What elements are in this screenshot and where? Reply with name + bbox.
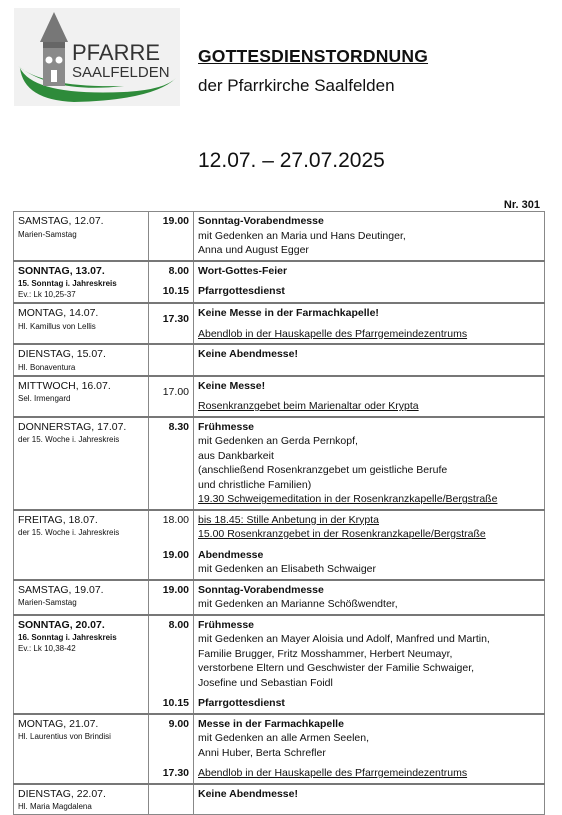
time-block — [153, 696, 189, 711]
page-subtitle: der Pfarrkirche Saalfelden — [198, 76, 395, 95]
day-note: Ev.: Lk 10,38-42 — [18, 644, 76, 653]
day-note: 15. Sonntag i. Jahreskreis — [18, 279, 117, 288]
day-cell — [14, 784, 149, 815]
day-note: Hl. Bonaventura — [18, 362, 76, 372]
event-block — [198, 379, 540, 394]
time-cell — [149, 417, 194, 510]
time-label: 19.00 — [162, 583, 189, 596]
time-spacer — [153, 434, 189, 449]
day-name: FREITAG, 18.07. — [18, 513, 98, 526]
church-tower-icon — [14, 8, 180, 106]
event-line: 19.30 Schweigemeditation in der Rosenkranzkapelle/Bergstraße — [198, 493, 498, 505]
event-line: (anschließend Rosenkranzgebet um geistliche Berufe — [198, 464, 448, 476]
event-line: Familie Brugger, Fritz Mosshammer, Herbert Neumayr, — [198, 647, 453, 660]
time-label: 17.00 — [162, 385, 189, 398]
day-cell — [14, 376, 149, 417]
issue-number: Nr. 301 — [503, 199, 540, 211]
event-line: und christliche Familien) — [198, 478, 312, 491]
schedule-row — [14, 714, 545, 784]
day-name: SAMSTAG, 19.07. — [18, 583, 104, 596]
time-cell — [149, 261, 194, 304]
day-note: Marien-Samstag — [18, 229, 77, 239]
day-name: SONNTAG, 20.07. — [18, 618, 105, 631]
event-line: mit Gedenken an alle Armen Seelen, — [198, 732, 370, 744]
day-cell — [14, 261, 149, 304]
day-note: Hl. Maria Magdalena — [18, 802, 92, 811]
time-block — [153, 385, 189, 400]
event-block — [198, 548, 540, 577]
time-cell — [149, 376, 194, 417]
schedule-table — [13, 211, 545, 815]
schedule-row — [14, 510, 545, 580]
event-block — [198, 618, 540, 691]
day-cell — [14, 303, 149, 344]
time-cell — [149, 510, 194, 580]
event-line: mit Gedenken an Maria und Hans Deutinger, — [198, 229, 406, 242]
day-note: Marien-Samstag — [18, 598, 77, 607]
time-label: 17.30 — [162, 767, 189, 779]
time-spacer — [153, 229, 189, 244]
time-block — [153, 618, 189, 691]
time-block — [153, 766, 189, 781]
event-cell — [194, 615, 545, 714]
logo-line2: SAALFELDEN — [72, 64, 170, 81]
event-cell — [194, 261, 545, 304]
logo-line1: PFARRE — [72, 40, 161, 65]
event-line: Sonntag-Vorabendmesse — [198, 583, 324, 596]
time-block — [153, 284, 189, 299]
time-spacer — [153, 647, 189, 662]
event-block — [198, 787, 540, 802]
day-note: 16. Sonntag i. Jahreskreis — [18, 633, 117, 642]
time-spacer — [153, 632, 189, 647]
schedule-row — [14, 417, 545, 510]
event-line: Sonntag-Vorabendmesse — [198, 215, 324, 227]
time-block — [153, 420, 189, 507]
schedule-row — [14, 615, 545, 714]
event-line: Abendlob in der Hauskapelle des Pfarrgemeindezentrums — [198, 767, 468, 779]
schedule-row — [14, 376, 545, 417]
day-note: Sel. Irmengard — [18, 394, 71, 403]
event-line: Keine Abendmesse! — [198, 348, 298, 360]
event-line: Pfarrgottesdienst — [198, 697, 285, 709]
time-block — [153, 583, 189, 612]
event-line: Keine Abendmesse! — [198, 787, 298, 800]
event-block — [198, 214, 540, 258]
day-name: MONTAG, 14.07. — [18, 307, 99, 319]
event-block — [198, 306, 540, 321]
event-block — [198, 264, 540, 279]
time-spacer — [153, 527, 189, 542]
time-block — [153, 548, 189, 577]
event-line: Rosenkranzgebet beim Marienaltar oder Krypta — [198, 400, 419, 412]
event-line: Frühmesse — [198, 618, 255, 631]
event-cell — [194, 344, 545, 376]
event-line: mit Gedenken an Elisabeth Schwaiger — [198, 563, 377, 575]
event-block — [198, 766, 540, 781]
day-note: der 15. Woche i. Jahreskreis — [18, 435, 120, 444]
time-spacer — [153, 676, 189, 691]
event-line: Josefine und Sebastian Foidl — [198, 676, 333, 689]
time-block — [153, 312, 189, 327]
event-block — [198, 347, 540, 362]
event-line: mit Gedenken an Marianne Schößwendter, — [198, 598, 398, 610]
event-line: mit Gedenken an Mayer Aloisia und Adolf, Manfred und Martin, — [198, 633, 490, 645]
day-note: der 15. Woche i. Jahreskreis — [18, 528, 120, 537]
day-cell — [14, 615, 149, 714]
schedule-row — [14, 303, 545, 344]
time-spacer — [153, 731, 189, 746]
time-label: 10.15 — [162, 285, 189, 297]
time-label: 10.15 — [162, 697, 189, 709]
date-range: 12.07. – 27.07.2025 — [198, 149, 385, 172]
schedule-row — [14, 212, 545, 261]
schedule-row — [14, 344, 545, 376]
event-cell — [194, 376, 545, 417]
time-spacer — [153, 746, 189, 761]
event-block — [198, 583, 540, 612]
event-block — [198, 513, 540, 542]
event-line: Wort-Gottes-Feier — [198, 264, 288, 277]
event-line: mit Gedenken an Gerda Pernkopf, — [198, 435, 358, 447]
day-name: SONNTAG, 13.07. — [18, 264, 105, 277]
event-cell — [194, 510, 545, 580]
day-note: Hl. Kamillus von Lellis — [18, 321, 96, 331]
time-block — [153, 264, 189, 279]
time-block — [153, 717, 189, 761]
event-line: Frühmesse — [198, 420, 255, 433]
time-spacer — [153, 463, 189, 478]
time-cell — [149, 580, 194, 615]
time-cell — [149, 714, 194, 784]
time-cell — [149, 615, 194, 714]
day-cell — [14, 417, 149, 510]
time-block — [153, 214, 189, 258]
time-spacer — [153, 243, 189, 258]
event-cell — [194, 303, 545, 344]
time-label: 18.00 — [162, 513, 189, 526]
time-spacer — [153, 492, 189, 507]
time-label: 8.00 — [168, 618, 189, 631]
parish-logo — [14, 8, 180, 106]
time-cell — [149, 212, 194, 261]
event-line: Anni Huber, Berta Schrefler — [198, 746, 326, 759]
day-name: MITTWOCH, 16.07. — [18, 379, 111, 392]
time-label: 19.00 — [162, 215, 189, 227]
time-spacer — [153, 478, 189, 493]
day-note: Ev.: Lk 10,25-37 — [18, 290, 76, 299]
event-block — [198, 696, 540, 711]
time-spacer — [153, 597, 189, 612]
event-line: verstorbene Eltern und Geschwister der Familie Schwaiger, — [198, 662, 475, 674]
event-block — [198, 717, 540, 761]
day-cell — [14, 714, 149, 784]
time-cell — [149, 784, 194, 815]
schedule-row — [14, 580, 545, 615]
event-line: Messe in der Farmachkapelle — [198, 717, 344, 730]
event-line: 15.00 Rosenkranzgebet in der Rosenkranzkapelle/Bergstraße — [198, 528, 486, 540]
day-cell — [14, 510, 149, 580]
page-title: GOTTESDIENSTORDNUNG — [198, 46, 429, 66]
time-label: 8.30 — [168, 420, 189, 433]
time-label: 17.30 — [162, 313, 189, 325]
day-cell — [14, 580, 149, 615]
event-line: bis 18.45: Stille Anbetung in der Krypta — [198, 513, 379, 526]
event-cell — [194, 417, 545, 510]
day-name: DIENSTAG, 15.07. — [18, 348, 106, 360]
time-label: 19.00 — [162, 548, 189, 561]
event-line: Keine Messe! — [198, 379, 266, 392]
event-cell — [194, 580, 545, 615]
event-line: Abendmesse — [198, 548, 264, 561]
day-name: DIENSTAG, 22.07. — [18, 787, 106, 800]
event-cell — [194, 212, 545, 261]
schedule-row — [14, 784, 545, 815]
day-note: Hl. Laurentius von Brindisi — [18, 732, 111, 741]
event-line: Keine Messe in der Farmachkapelle! — [198, 307, 379, 319]
day-name: SAMSTAG, 12.07. — [18, 215, 104, 227]
time-block — [153, 513, 189, 542]
day-name: MONTAG, 21.07. — [18, 717, 99, 730]
time-cell — [149, 344, 194, 376]
event-block — [198, 284, 540, 299]
time-spacer — [153, 562, 189, 577]
schedule-row — [14, 261, 545, 304]
event-line: Pfarrgottesdienst — [198, 285, 285, 297]
time-label: 8.00 — [168, 264, 189, 277]
event-line: Anna und August Egger — [198, 244, 309, 256]
day-cell — [14, 344, 149, 376]
event-line: Abendlob in der Hauskapelle des Pfarrgemeindezentrums — [198, 327, 468, 340]
time-cell — [149, 303, 194, 344]
event-block — [198, 327, 540, 342]
event-line: aus Dankbarkeit — [198, 449, 274, 462]
day-name: DONNERSTAG, 17.07. — [18, 420, 127, 433]
event-cell — [194, 714, 545, 784]
time-label: 9.00 — [168, 717, 189, 730]
event-cell — [194, 784, 545, 815]
time-spacer — [153, 661, 189, 676]
event-block — [198, 420, 540, 507]
day-cell — [14, 212, 149, 261]
event-block — [198, 399, 540, 414]
time-spacer — [153, 449, 189, 464]
